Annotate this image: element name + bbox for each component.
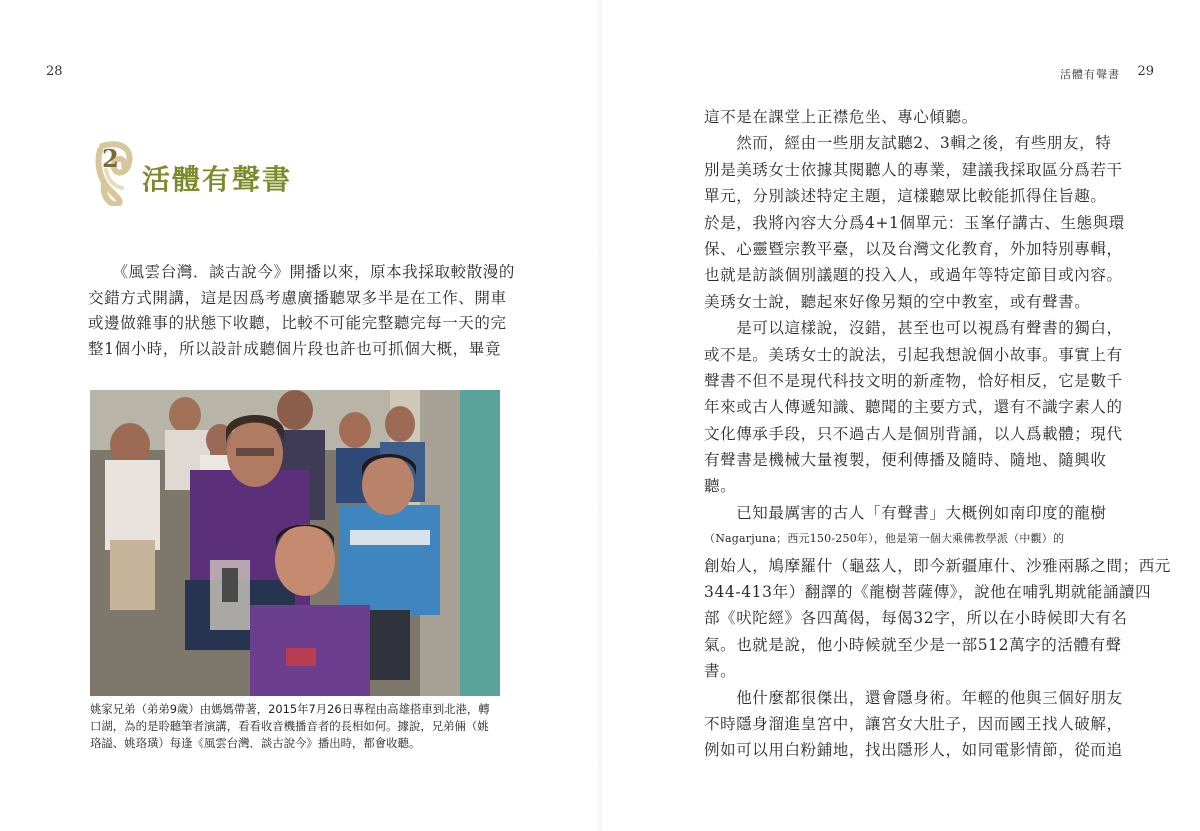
page-number-left: 28 xyxy=(46,64,63,79)
text-line: 344-413年）翻譯的《龍樹菩薩傳》，說他在哺乳期就能誦讀四 xyxy=(704,583,1152,602)
text-line: 這不是在課堂上正襟危坐、專心傾聽。 xyxy=(704,108,978,126)
chapter-number: 2 xyxy=(102,144,119,173)
text-line: 有聲書是機械大量複製，便利傳播及隨時、隨地、隨興收 xyxy=(704,451,1107,470)
text-line: 也就是訪談個別議題的投入人，或過年等特定節目或內容。 xyxy=(704,266,1123,285)
chapter-title: 活體有聲書 xyxy=(142,163,293,196)
body-paragraph xyxy=(88,260,515,362)
scroll-ornament-icon xyxy=(92,140,138,206)
text-line: 書。 xyxy=(704,662,737,681)
text-line: 然而，經由一些朋友試聽2、3輯之後，有些朋友，特 xyxy=(704,134,1112,153)
text-line: 或不是。美琇女士的說法，引起我想說個小故事。事實上有 xyxy=(704,345,1123,364)
text-line: 聽。 xyxy=(704,477,737,496)
running-head: 活體有聲書 xyxy=(1060,68,1120,81)
text-line: 或邊做雜事的狀態下收聽，比較不可能完整聽完每一天的完 xyxy=(88,314,507,332)
family-photo xyxy=(90,390,500,696)
text-line: 文化傳承手段，只不過古人是個別背誦，以人爲載體；現代 xyxy=(704,424,1123,443)
text-line: 交錯方式開講，這是因爲考慮廣播聽眾多半是在工作、開車 xyxy=(88,288,507,307)
text-line: 創始人，鳩摩羅什（龜茲人，即今新疆庫什、沙雅兩縣之間；西元 xyxy=(704,556,1171,575)
photo-caption xyxy=(90,701,502,752)
text-line: 整1個小時，所以設計成聽個片段也許也可抓個大概，畢竟 xyxy=(88,339,501,358)
text-line: 聲書不但不是現代科技文明的新產物，恰好相反，它是數千 xyxy=(704,371,1123,390)
text-line: （Nagarjuna；西元150-250年），他是第一個大乘佛教學派（中觀）的 xyxy=(704,532,1065,546)
text-line: 例如可以用白粉鋪地，找出隱形人，如同電影情節，從而追 xyxy=(704,741,1123,760)
text-line: 保、心靈暨宗教平臺，以及台灣文化教育，外加特別專輯， xyxy=(704,239,1123,258)
caption-line: 口湖，為的是聆聽筆者演講，看看收音機播音者的長相如何。據說，兄弟倆（姚 xyxy=(90,719,489,733)
text-line: 是可以這樣說，沒錯，甚至也可以視爲有聲書的獨白， xyxy=(704,319,1123,338)
text-line: 《風雲台灣．談古說今》開播以來，原本我採取較散漫的 xyxy=(88,263,515,281)
text-line: 單元，分別談述特定主題，這樣聽眾比較能抓得住旨趣。 xyxy=(704,187,1107,206)
caption-line: 珞謚、姚珞璜）每逢《風雲台灣．談古說今》播出時，都會收聽。 xyxy=(90,736,421,750)
text-line: 氣。也就是說，他小時候就至少是一部512萬字的活體有聲 xyxy=(704,635,1122,654)
text-line: 他什麼都很傑出，還會隱身術。年輕的他與三個好朋友 xyxy=(704,688,1123,707)
text-line: 部《吠陀經》各四萬偈，每偈32字，所以在小時候即大有名 xyxy=(704,609,1128,628)
text-line: 於是，我將內容大分爲4+1個單元：玉峯仔講古、生態與環 xyxy=(704,213,1125,232)
right-body-text xyxy=(704,104,1171,764)
text-line: 已知最厲害的古人「有聲書」大概例如南印度的龍樹 xyxy=(704,503,1107,522)
chapter-heading xyxy=(92,140,492,210)
text-line: 美琇女士說，聽起來好像另類的空中教室，或有聲書。 xyxy=(704,292,1091,311)
text-line: 不時隱身溜進皇宮中，讓宮女大肚子，因而國王找人破解， xyxy=(704,714,1123,733)
page-number-right: 29 xyxy=(1137,64,1154,79)
text-line: 年來或古人傳遞知識、聽聞的主要方式，還有不識字素人的 xyxy=(704,398,1123,417)
text-line: 別是美琇女士依據其閱聽人的專業，建議我採取區分爲若干 xyxy=(704,160,1123,179)
caption-line: 姚家兄弟（弟弟9歲）由媽媽帶著，2015年7月26日專程由高雄搭車到北港，轉 xyxy=(90,702,490,716)
